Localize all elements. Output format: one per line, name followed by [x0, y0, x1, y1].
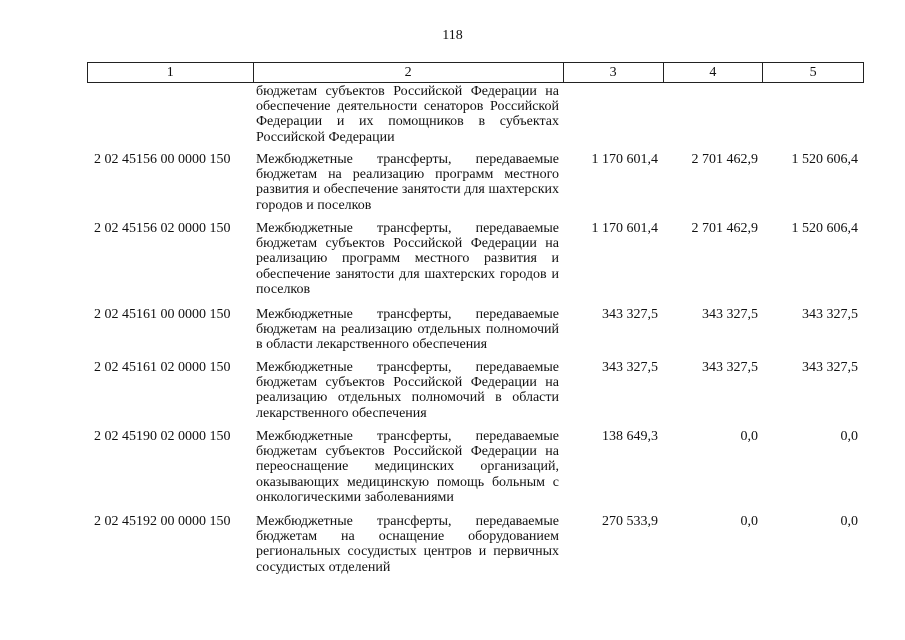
budget-code: 2 02 45161 02 0000 150 — [94, 360, 231, 375]
value-col-5: 1 520 606,4 — [791, 152, 858, 167]
table-row — [87, 84, 864, 152]
value-col-4: 343 327,5 — [702, 360, 758, 375]
table-header — [87, 62, 864, 83]
table-row — [87, 152, 864, 221]
description: Межбюджетные трансферты, передаваемые бюджетам на реализацию отдельных полномочий в области лекарственного обеспечения — [256, 307, 559, 353]
value-col-4: 0,0 — [740, 514, 758, 529]
description: Межбюджетные трансферты, передаваемые бюджетам субъектов Российской Федерации на реализацию отдельных полномочий в области лекарственного обеспечения — [256, 360, 559, 421]
description: Межбюджетные трансферты, передаваемые бюджетам субъектов Российской Федерации на переоснащение медицинских организаций, оказывающих медицинскую помощь больным с онкологическими заболеваниями — [256, 429, 559, 505]
table-row — [87, 514, 864, 584]
value-col-3: 270 533,9 — [602, 514, 658, 529]
value-col-3 — [564, 84, 664, 152]
table-row — [87, 360, 864, 429]
description: Межбюджетные трансферты, передаваемые бюджетам субъектов Российской Федерации на реализацию программ местного развития и обеспечение занятости для шахтерских городов и поселков — [256, 221, 559, 297]
table-row — [87, 221, 864, 307]
value-col-5: 0,0 — [840, 514, 858, 529]
value-col-5: 343 327,5 — [802, 307, 858, 322]
budget-code: 2 02 45192 00 0000 150 — [94, 514, 231, 529]
description: Межбюджетные трансферты, передаваемые бюджетам на реализацию программ местного развития и обеспечение занятости для шахтерских городов и поселков — [256, 152, 559, 213]
table-row — [87, 307, 864, 360]
value-col-3: 343 327,5 — [602, 307, 658, 322]
value-col-5: 1 520 606,4 — [791, 221, 858, 236]
value-col-3: 138 649,3 — [602, 429, 658, 444]
description: бюджетам субъектов Российской Федерации на обеспечение деятельности сенаторов Российской Федерации и их помощников в субъектах Российской Федерации — [256, 84, 559, 145]
column-header-5: 5 — [809, 65, 817, 80]
column-header-2: 2 — [254, 63, 564, 82]
budget-code: 2 02 45156 02 0000 150 — [94, 221, 231, 236]
value-col-4: 343 327,5 — [702, 307, 758, 322]
budget-code: 2 02 45190 02 0000 150 — [94, 429, 231, 444]
value-col-5: 0,0 — [840, 429, 858, 444]
column-header-3: 3 — [564, 63, 664, 82]
budget-code — [87, 84, 253, 152]
value-col-3: 343 327,5 — [602, 360, 658, 375]
column-header-1: 1 — [88, 63, 254, 82]
value-col-4: 2 701 462,9 — [691, 221, 758, 236]
value-col-3: 1 170 601,4 — [591, 152, 658, 167]
value-col-3: 1 170 601,4 — [591, 221, 658, 236]
value-col-4: 0,0 — [740, 429, 758, 444]
budget-code: 2 02 45161 00 0000 150 — [94, 307, 231, 322]
value-col-5: 343 327,5 — [802, 360, 858, 375]
page-number: 118 — [442, 28, 463, 43]
table-row — [87, 429, 864, 514]
column-header-4: 4 — [664, 63, 764, 82]
budget-code: 2 02 45156 00 0000 150 — [94, 152, 231, 167]
value-col-5 — [764, 84, 864, 152]
value-col-4: 2 701 462,9 — [691, 152, 758, 167]
value-col-4 — [664, 84, 764, 152]
description: Межбюджетные трансферты, передаваемые бюджетам на оснащение оборудованием региональных сосудистых центров и первичных сосудистых отделений — [256, 514, 559, 575]
table-body — [87, 84, 864, 584]
